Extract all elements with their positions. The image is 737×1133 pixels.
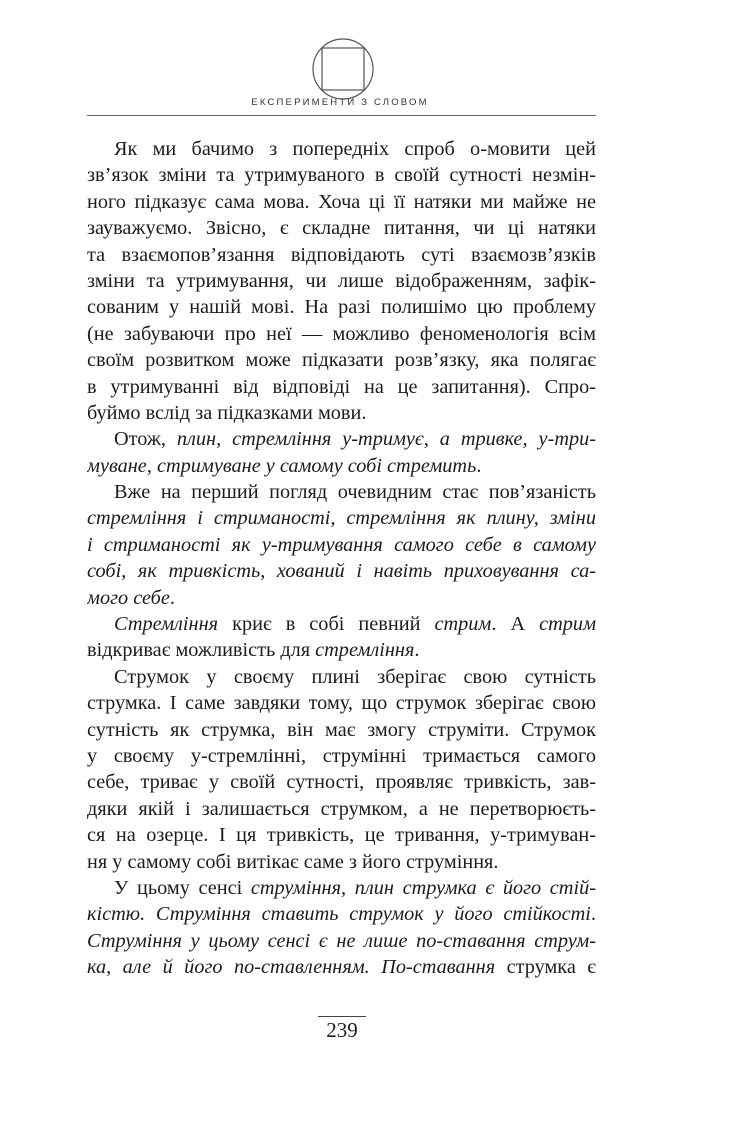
text-segment: буймо вслід за підказками мови.: [87, 401, 367, 424]
text-segment: сутність як струмка, він має змогу струміти. Струмок: [87, 718, 596, 741]
text-line: [87, 374, 596, 400]
text-line: [87, 928, 596, 954]
page-number: 239: [318, 1016, 366, 1042]
text-line: [87, 215, 596, 241]
italic-text-segment: стрим: [539, 613, 596, 636]
text-line: [87, 769, 596, 795]
text-line: [87, 426, 596, 452]
italic-text-segment: ка, але й його по-ставленням. По-ставання: [87, 956, 496, 979]
text-segment: ного підказує сама мова. Хоча ці її натяки ми майже не: [87, 190, 596, 213]
text-segment: себе, триває у своїй сутності, проявляє тривкість, зав-: [87, 771, 596, 794]
text-segment: зв’язок зміни та утримуваного в своїй сутності незмін-: [87, 164, 596, 187]
text-line: [87, 268, 596, 294]
italic-text-segment: муване, стримуване у самому собі стремить: [87, 454, 477, 477]
text-segment: ся на озерце. І ця тривкість, це тривання, у-тримуван-: [87, 824, 596, 847]
text-segment: Струмок у своєму плині зберігає свою сутність: [114, 665, 596, 688]
italic-text-segment: кістю. Струміння ставить струмок у його стійкості: [87, 903, 591, 926]
italic-text-segment: мого себе: [87, 586, 170, 609]
text-segment: .: [169, 586, 175, 609]
text-segment: ня у самому собі витікає саме з його струміння.: [87, 850, 499, 873]
text-line: [87, 479, 596, 505]
text-line: [87, 558, 596, 584]
text-segment: в утримуванні від відповіді на це запитання). Спро-: [87, 375, 596, 398]
text-line: [87, 453, 596, 479]
text-segment: зауважуємо. Звісно, є складне питання, чи ці натяки: [87, 217, 596, 240]
text-segment: .: [414, 639, 420, 662]
text-segment: та взаємопов’язання відповідають суті взаємозв’язків: [87, 243, 596, 266]
body-text: [87, 136, 596, 981]
text-segment: Вже на перший погляд очевидним стає пов’язаність: [114, 481, 596, 504]
text-line: [87, 611, 596, 637]
text-line: [87, 717, 596, 743]
italic-text-segment: стрим: [434, 613, 492, 636]
italic-text-segment: струміння, плин струмка є його стій-: [250, 876, 596, 899]
text-segment: сованим у нашій мові. На разі полишімо цю проблему: [87, 296, 596, 319]
italic-text-segment: Стремління: [114, 613, 219, 636]
text-segment: криє в собі певний: [218, 613, 435, 636]
text-line: [87, 189, 596, 215]
text-line: [87, 849, 596, 875]
text-segment: У цьому сенсі: [114, 876, 251, 899]
text-segment: струмка є: [495, 956, 596, 979]
text-line: [87, 505, 596, 531]
text-line: [87, 321, 596, 347]
circle-square-emblem-icon: [311, 37, 375, 101]
text-segment: . А: [491, 613, 540, 636]
text-line: [87, 347, 596, 373]
text-segment: .: [476, 454, 482, 477]
italic-text-segment: стремління: [315, 639, 415, 662]
text-line: [87, 532, 596, 558]
header-rule: [87, 115, 596, 116]
text-line: [87, 875, 596, 901]
text-segment: Отож,: [114, 428, 177, 451]
text-line: [87, 796, 596, 822]
text-line: [87, 242, 596, 268]
text-segment: зміни та утримування, чи лише відображенням, зафік-: [87, 269, 596, 292]
italic-text-segment: собі, як тривкість, хований і навіть приховування са-: [87, 560, 596, 583]
text-line: [87, 743, 596, 769]
text-line: [87, 664, 596, 690]
text-segment: струмка. І саме завдяки тому, що струмок зберігає свою: [87, 692, 596, 715]
italic-text-segment: стремління і стриманості, стремління як плину, зміни: [87, 507, 596, 530]
text-segment: відкриває можливість для: [87, 639, 316, 662]
text-segment: своїм розвитком може підказати розв’язку, яка полягає: [87, 349, 596, 372]
text-segment: у своєму у-стремлінні, струмінні тримається самого: [87, 744, 596, 767]
text-segment: .: [590, 903, 596, 926]
text-line: [87, 637, 596, 663]
text-line: [87, 400, 596, 426]
italic-text-segment: і стриманості як у-тримування самого себе в самому: [87, 533, 596, 556]
italic-text-segment: Струміння у цьому сенсі є не лише по-ставання струм-: [87, 929, 596, 952]
text-line: [87, 690, 596, 716]
italic-text-segment: плин, стремління у-тримує, а тривке, у-три-: [176, 428, 596, 451]
running-header-title: ЕКСПЕРИМЕНТИ З СЛОВОМ: [251, 97, 429, 108]
text-segment: дяки якій і залишається струмком, а не перетворюєть-: [87, 797, 596, 820]
text-line: [87, 136, 596, 162]
text-line: [87, 585, 596, 611]
text-line: [87, 822, 596, 848]
text-segment: Як ми бачимо з попередніх спроб о-мовити цей: [114, 138, 596, 160]
text-line: [87, 294, 596, 320]
text-line: [87, 901, 596, 927]
text-line: [87, 162, 596, 188]
text-segment: (не забуваючи про неї — можливо феноменологія всім: [87, 322, 596, 345]
text-line: [87, 954, 596, 980]
